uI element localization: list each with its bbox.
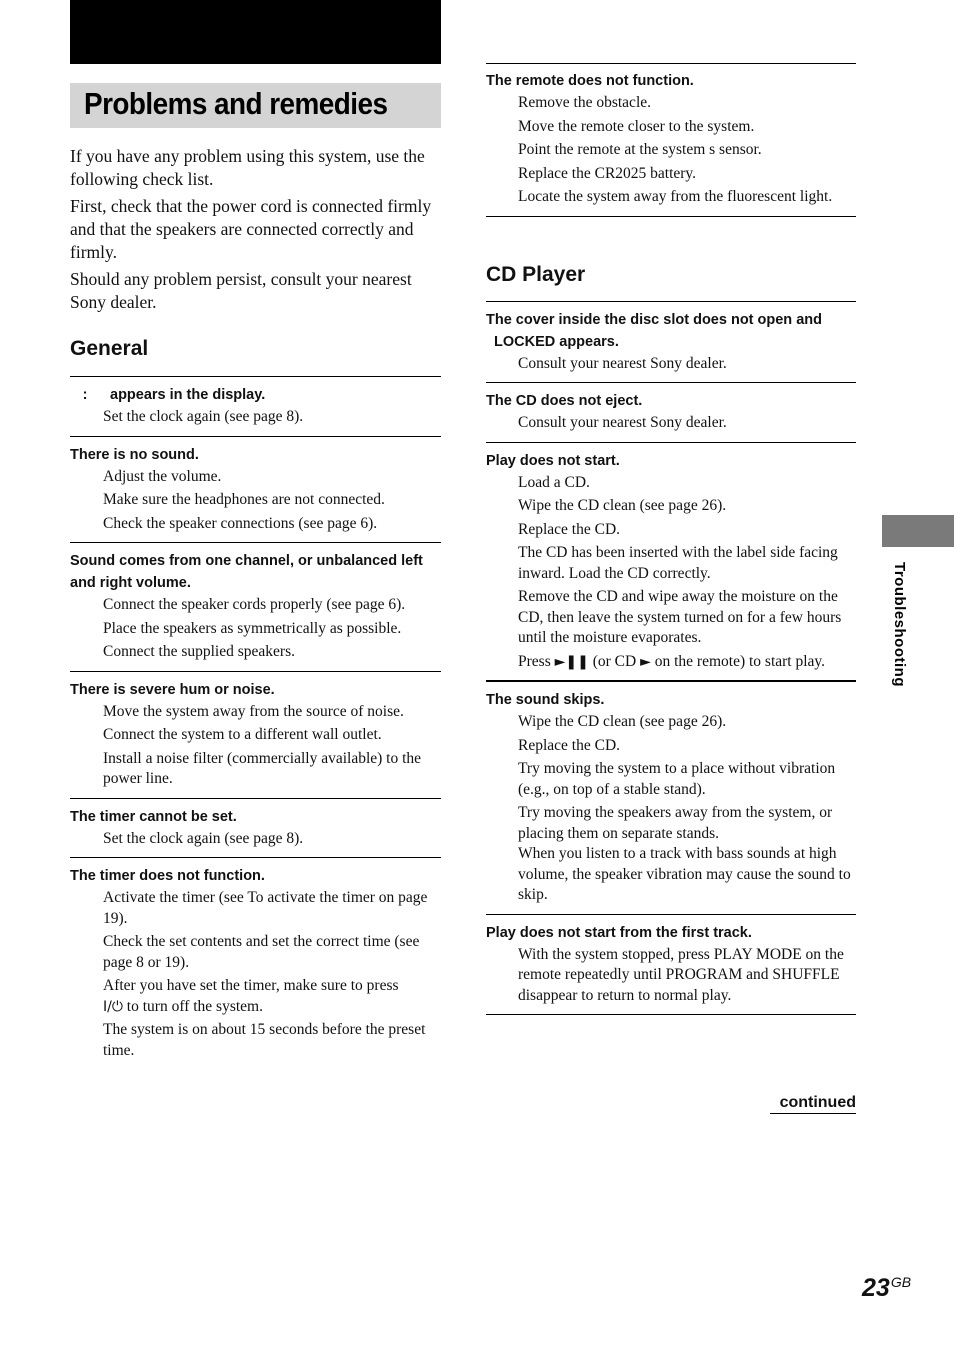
intro-paragraph: If you have any problem using this system, use the following check list.: [70, 146, 425, 189]
problem-item: [70, 436, 441, 543]
problem-item: [486, 382, 856, 442]
remedy: Check the speaker connections (see page 6).: [103, 514, 378, 532]
power-icon: I/⏻: [103, 998, 123, 1015]
left-column: [70, 145, 441, 1069]
remedy: Try moving the system to a place without vibration (e.g., on top of a stable stand).: [518, 760, 836, 798]
problem-item: [70, 798, 441, 858]
remedy: Adjust the volume.: [103, 467, 222, 485]
problem-title: The timer does not function.: [70, 868, 265, 884]
remedy: Install a noise filter (commercially available) to the power line.: [103, 749, 422, 787]
remedy: Try moving the speakers away from the system, or placing them on separate stands.: [518, 804, 833, 842]
problem-title: : appears in the display.: [82, 387, 266, 403]
problem-item: [70, 671, 441, 798]
remedy: Make sure the headphones are not connected.: [103, 491, 385, 508]
section-tab: [882, 515, 954, 547]
problem-item: [486, 442, 856, 681]
remedy: Activate the timer (see To activate the timer on page 19).: [103, 889, 428, 927]
problem-title: Sound comes from one channel, or unbalanced left and right volume.: [70, 553, 423, 591]
remedy: When you listen to a track with bass sounds at high volume, the speaker vibration may cause the sound to skip.: [518, 845, 851, 903]
problem-title: Play does not start.: [486, 452, 620, 469]
remedy: Replace the CD.: [518, 736, 621, 754]
problem-title: There is severe hum or noise.: [70, 681, 275, 698]
remedy: Wipe the CD clean (see page 26).: [518, 497, 727, 514]
continued-label: continued: [770, 1094, 856, 1114]
problem-item: [70, 376, 441, 436]
problem-item: [486, 63, 856, 217]
remedy: Replace the CR2025 battery.: [518, 164, 697, 182]
page-number: $23^{GB}$: [862, 1274, 912, 1302]
problem-item: [70, 542, 441, 671]
problem-title: The timer cannot be set.: [70, 808, 237, 825]
remedy: Place the speakers as symmetrically as possible.: [103, 619, 402, 637]
remedy: Wipe the CD clean (see page 26).: [518, 713, 727, 730]
remedy: Load a CD.: [518, 473, 590, 491]
problem-item: [486, 680, 856, 914]
page-title: Problems and remedies: [84, 86, 388, 121]
remedy: Connect the supplied speakers.: [103, 643, 295, 660]
remedy: Move the system away from the source of noise.: [103, 702, 404, 720]
problem-title: The remote does not function.: [486, 73, 694, 89]
header-black-bar: [70, 0, 441, 64]
remedy: Consult your nearest Sony dealer.: [518, 354, 727, 372]
intro: [70, 145, 441, 314]
remedy-timer-press: After you have set the timer, make sure to press I/⏻ to turn off the system.: [103, 977, 399, 1015]
remedy: Remove the CD and wipe away the moisture on the CD, then leave the system turned on for a few hours until the moisture evaporates.: [518, 588, 842, 646]
remedy: With the system stopped, press PLAY MODE on the remote repeatedly until PROGRAM and SHUFFLE disappear to return to normal play.: [518, 945, 844, 1004]
remedy: Set the clock again (see page 8).: [103, 829, 304, 847]
intro-paragraph: First, check that the power cord is connected firmly and that the speakers are connected correctly and firmly.: [70, 196, 432, 262]
right-column: [486, 63, 856, 1015]
remedy: Connect the speaker cords properly (see page 6).: [103, 596, 406, 613]
section-heading-general: General: [70, 337, 149, 360]
remedy: Set the clock again (see page 8).: [103, 408, 304, 425]
remedy: Point the remote at the system s sensor.: [518, 141, 762, 158]
problem-title: Play does not start from the first track.: [486, 924, 752, 941]
problem-title: The sound skips.: [486, 692, 605, 708]
remedy: Check the set contents and set the correct time (see page 8 or 19).: [103, 933, 420, 971]
remedy: Replace the CD.: [518, 520, 621, 538]
problem-item: [70, 857, 441, 1069]
section-side-label: Troubleshooting: [891, 562, 908, 687]
remedy: The CD has been inserted with the label side facing inward. Load the CD correctly.: [518, 544, 838, 582]
play-icon: ►: [640, 653, 651, 670]
remedy: The system is on about 15 seconds before the preset time.: [103, 1021, 426, 1059]
problem-title: The cover inside the disc slot does not open and LOCKED appears.: [486, 311, 822, 350]
section-heading-cd-player: CD Player: [486, 262, 586, 286]
title-box: [70, 83, 441, 128]
remedy: Remove the obstacle.: [518, 94, 651, 111]
problem-title: There is no sound.: [70, 446, 199, 463]
play-pause-icon: ►❚❚: [554, 653, 589, 670]
remedy: Move the remote closer to the system.: [518, 117, 755, 135]
remedy: Consult your nearest Sony dealer.: [518, 414, 727, 431]
remedy: Connect the system to a different wall outlet.: [103, 726, 382, 743]
remedy: Locate the system away from the fluorescent light.: [518, 188, 833, 205]
problem-title: The CD does not eject.: [486, 393, 643, 409]
problem-item: [486, 301, 856, 383]
remedy-press-play: Press ►❚❚ (or CD ► on the remote) to start play.: [518, 652, 826, 670]
problem-item: [486, 914, 856, 1016]
intro-paragraph: Should any problem persist, consult your nearest Sony dealer.: [70, 269, 412, 312]
